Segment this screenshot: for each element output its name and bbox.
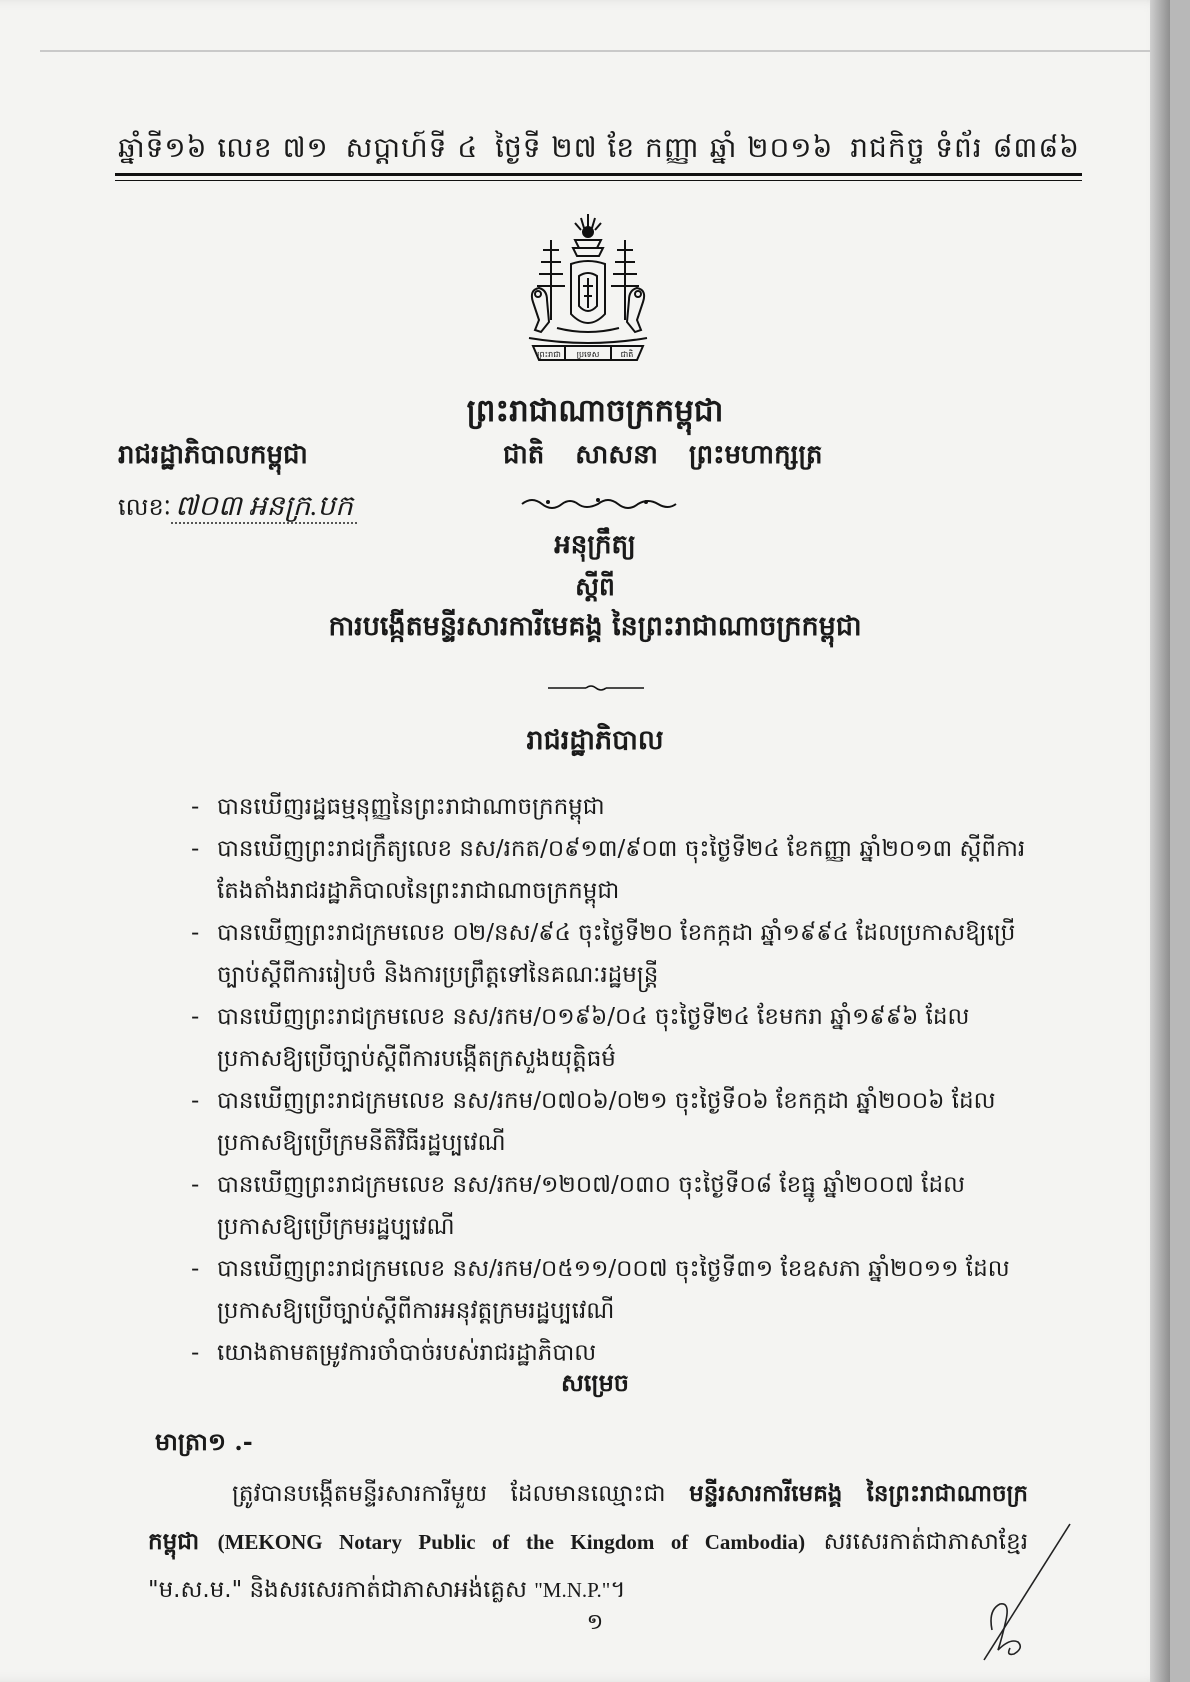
royal-coat-of-arms-icon [513, 210, 663, 380]
scan-top-edge [40, 50, 1170, 52]
document-about: ស្ដីពី [575, 572, 615, 601]
decision-heading: សម្រេច [560, 1368, 630, 1397]
article-title: មាត្រា១ .- [155, 1427, 253, 1456]
reference-label: លេខៈ [118, 493, 172, 521]
header-rule [115, 173, 1082, 181]
preamble-item: - បានឃើញព្រះរាជក្រមលេខ នស/រកម/០៥១១/០០៧ ចុះថ្ងៃទី៣១ ខែឧសភា ឆ្នាំ២០១១ ដែលប្រកាសឱ្យប្រើច្បាប់ស្ដីពីការអនុវត្តក្រមរដ្ឋប្បវេណី [185, 1248, 1040, 1332]
preamble-item: - បានឃើញព្រះរាជក្រមលេខ នស/រកម/១២០៧/០៣០ ចុះថ្ងៃទី០៨ ខែធ្នូ ឆ្នាំ២០០៧ ដែលប្រកាសឱ្យប្រើក្រមរដ្ឋប្បវេណី [185, 1164, 1040, 1248]
preamble-item: - បានឃើញព្រះរាជក្រមលេខ នស/រកម/០១៩៦/០៤ ចុះថ្ងៃទី២៤ ខែមករា ឆ្នាំ១៩៩៦ ដែលប្រកាសឱ្យប្រើច្បាប់ស្ដីពីការបង្កើតក្រសួងយុត្តិធម៌ [185, 996, 1040, 1080]
page-number: ១ [586, 1610, 604, 1635]
preamble-item: - យោងតាមតម្រូវការចាំបាច់របស់រាជរដ្ឋាភិបាល [185, 1332, 1040, 1374]
preamble-item: - បានឃើញរដ្ឋធម្មនុញ្ញនៃព្រះរាជាណាចក្រកម្ពុជា [185, 786, 1040, 828]
emblem-label-center: ប្រទេស [576, 350, 600, 359]
government-name: រាជរដ្ឋាភិបាលកម្ពុជា [118, 440, 308, 470]
handwritten-signature-icon [970, 1520, 1080, 1670]
emblem-label-left: ព្រះរាជា [537, 350, 561, 359]
gazette-page: រាជកិច្ច ទំព័រ ៨៣៨៦ [850, 131, 1080, 164]
kingdom-title: ព្រះរាជាណាចក្រកម្ពុជា [466, 393, 724, 429]
article-text-1: ត្រូវបានបង្កើតមន្ទីរសារការីមួយ ដែលមានឈ្មោះជា [232, 1481, 690, 1507]
article-body [148, 1470, 1028, 1614]
preamble-item: - បានឃើញព្រះរាជក្រឹត្យលេខ នស/រកត/០៩១៣/៩០៣ ចុះថ្ងៃទី២៤ ខែកញ្ញា ឆ្នាំ២០១៣ ស្ដីពីការតែងតាំងរាជរដ្ឋាភិបាលនៃព្រះរាជាណាចក្រកម្ពុជា [185, 828, 1040, 912]
preamble-item: - បានឃើញព្រះរាជក្រមលេខ ០២/នស/៩៤ ចុះថ្ងៃទី២០ ខែកក្កដា ឆ្នាំ១៩៩៤ ដែលប្រកាសឱ្យប្រើច្បាប់ស្ដីពីការរៀបចំ និងការប្រព្រឹត្តទៅនៃគណៈរដ្ឋមន្ត្រី [185, 912, 1040, 996]
scan-right-shadow [1150, 0, 1170, 1682]
reference-value-number: ៧០៣ [175, 491, 242, 522]
reference-value-suffix: អនក្រ.បក [248, 491, 353, 522]
article-abbr-english: "M.N.P." [534, 1578, 611, 1602]
document-type: អនុក្រឹត្យ [554, 530, 636, 560]
article-text-2: សរសេរកាត់ជាភាសាខ្មែរ "ម.ស.ម." និងសរសេរកាត់ជាភាសាអង់គ្លេស [148, 1529, 1028, 1603]
issuer-heading: រាជរដ្ឋាភិបាល [526, 725, 664, 756]
document-subject: ការបង្កើតមន្ទីរសារការីមេគង្គ នៃព្រះរាជាណាចក្រកម្ពុជា [328, 611, 862, 642]
emblem-label-right: ជាតិ [620, 350, 634, 359]
gazette-year-issue: ឆ្នាំទី១៦ លេខ ៧១ [118, 131, 329, 164]
reference-value [171, 491, 357, 524]
preamble-item: - បានឃើញព្រះរាជក្រមលេខ នស/រកម/០៧០៦/០២១ ចុះថ្ងៃទី០៦ ខែកក្កដា ឆ្នាំ២០០៦ ដែលប្រកាសឱ្យប្រើក្រមនីតិវិធីរដ្ឋប្បវេណី [185, 1080, 1040, 1164]
section-divider-icon [548, 684, 644, 692]
national-motto: ជាតិ សាសនា ព្រះមហាក្សត្រ [503, 440, 823, 470]
preamble-list [185, 786, 1040, 1374]
gazette-header [118, 130, 1080, 171]
article-text-end: ។ [610, 1577, 626, 1603]
gazette-date: ថ្ងៃទី ២៧ ខែ កញ្ញា ឆ្នាំ ២០១៦ [495, 131, 834, 164]
reference-number [118, 488, 357, 529]
article-name-english: (MEKONG Notary Public of the Kingdom of Cambodia) [217, 1530, 806, 1554]
article-name-khmer: មន្ទីរសារការីមេគង្គ នៃព្រះរាជាណាចក្រកម្ពុជា [148, 1480, 1028, 1555]
ornament-divider-icon [518, 494, 678, 512]
gazette-week: សប្ដាហ៍ទី ៤ [345, 131, 479, 164]
